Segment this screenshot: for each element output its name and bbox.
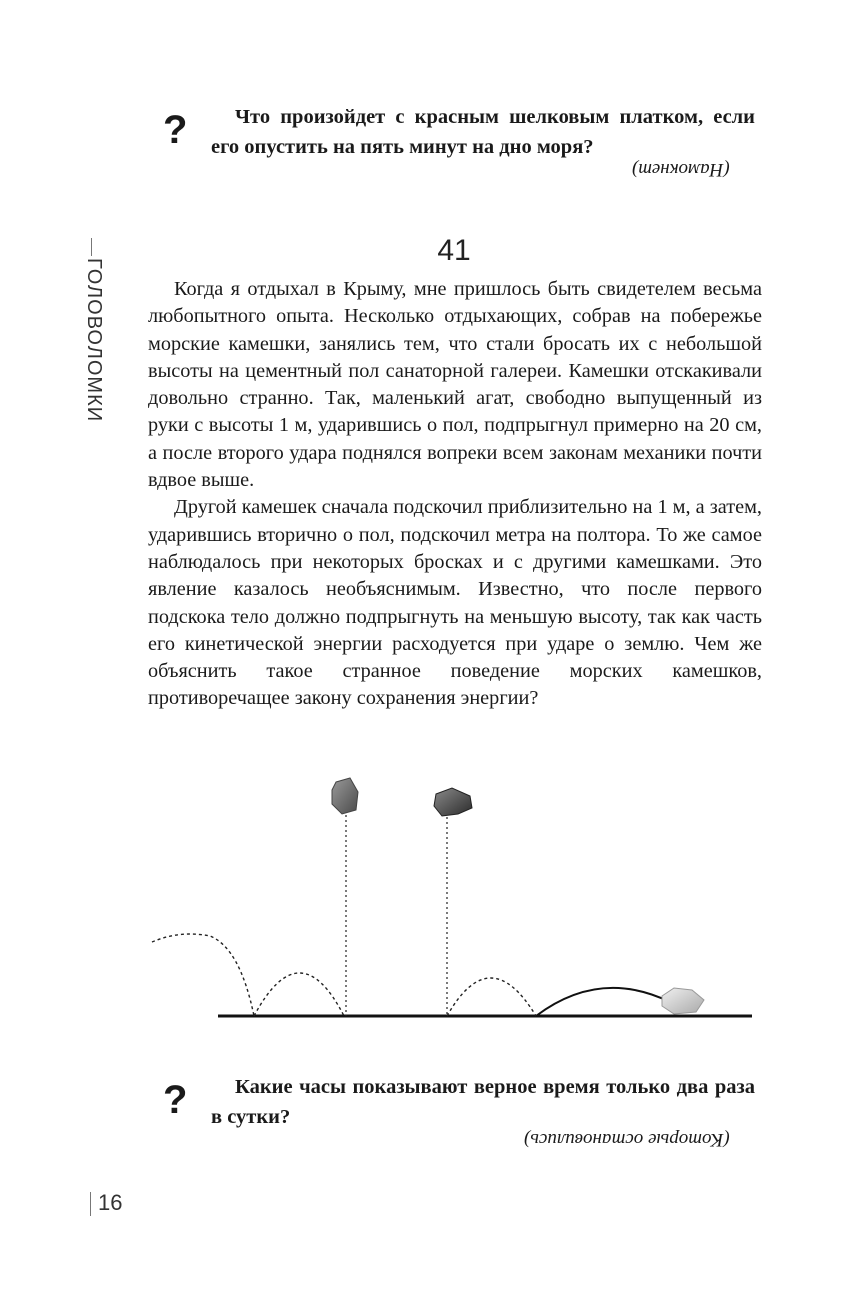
bottom-question-answer: (Которые остановились) bbox=[524, 1129, 730, 1150]
stone-3-icon bbox=[662, 988, 704, 1014]
puzzle-body bbox=[148, 276, 762, 713]
bouncing-stones-illustration bbox=[140, 770, 760, 1030]
paragraph-2: Другой камешек сначала подскочил приблизительно на 1 м, а затем, ударившись вторично о пол, подскочил метра на полтора. То же самое наблюдалось при некоторых бросках и с другими камешками. Это явление казалось необъяснимым. Известно, что после первого подскока тело должно подпрыгнуть на меньшую высоту, так как часть его кинетической энергии расходуется при ударе о землю. Чем же объяснить такое странное поведение морских камешков, противоречащее закону сохранения энергии? bbox=[148, 496, 762, 710]
trajectory-arc-4 bbox=[536, 988, 670, 1016]
top-question-text: Что произойдет с красным шелковым платком, если его опустить на пять минут на дно моря? bbox=[211, 106, 755, 158]
page-number-divider bbox=[90, 1192, 91, 1216]
trajectory-arc-3 bbox=[447, 978, 536, 1016]
bottom-question-text: Какие часы показывают верное время только два раза в сутки? bbox=[211, 1076, 755, 1128]
puzzle-number: 41 bbox=[437, 234, 471, 267]
trajectory-arc-1 bbox=[152, 934, 254, 1016]
top-question-answer: (Намокнет) bbox=[632, 159, 730, 180]
trajectory-arc-2 bbox=[254, 973, 344, 1016]
page-number: 16 bbox=[98, 1190, 123, 1215]
stone-2-icon bbox=[434, 788, 472, 816]
question-mark-icon: ? bbox=[163, 1078, 188, 1122]
stone-1-icon bbox=[332, 778, 358, 814]
question-mark-icon: ? bbox=[163, 108, 188, 152]
section-side-label: ГОЛОВОЛОМКИ bbox=[83, 258, 105, 423]
paragraph-1: Когда я отдыхал в Крыму, мне пришлось быть свидетелем весьма любопытного опыта. Несколько отдыхающих, собрав на побережье морские камешки, занялись тем, что стали бросать их с небольшой высоты на цементный пол санаторной галереи. Камешки отскакивали довольно странно. Так, маленький агат, свободно выпущенный из руки с высоты 1 м, ударившись о пол, подпрыгнул примерно на 20 см, а после второго удара поднялся вопреки всем законам механики почти вдвое выше. bbox=[148, 278, 762, 492]
